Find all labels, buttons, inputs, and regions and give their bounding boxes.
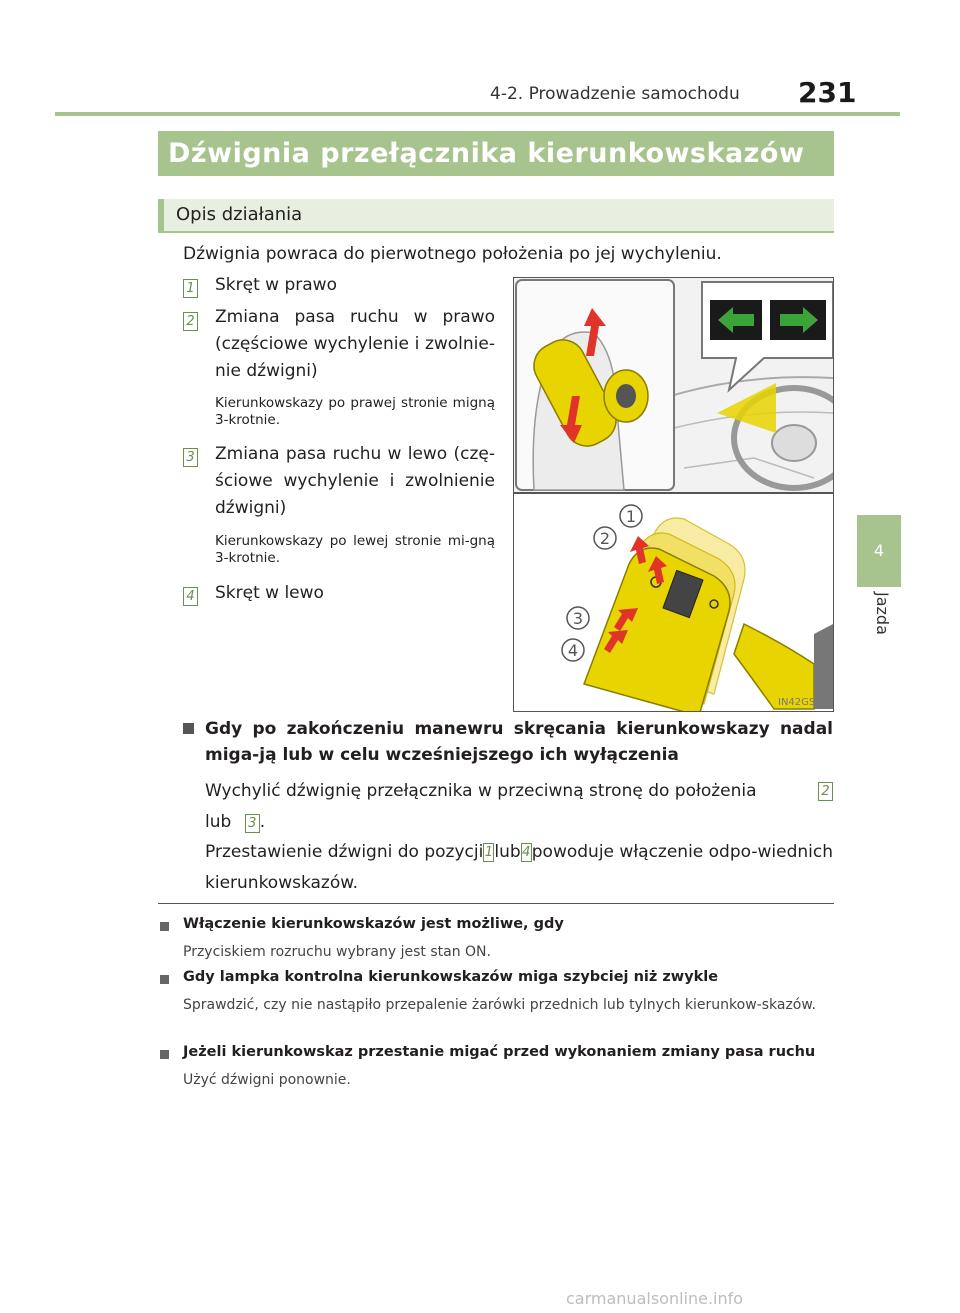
item-3-text: Zmiana pasa ruchu w lewo (czę-ściowe wychylenie i zwolnienie dźwigni) xyxy=(215,444,495,518)
watermark: carmanualsonline.info xyxy=(566,1289,744,1308)
note-1-body: Przyciskiem rozruchu wybrany jest stan ON. xyxy=(183,944,491,960)
intro-text: Dźwignia powraca do pierwotnego położenia po jej wychyleniu. xyxy=(183,244,722,264)
section-divider xyxy=(158,903,834,904)
item-2-badge: 2 xyxy=(183,310,198,331)
page-title: Dźwignia przełącznika kierunkowskazów xyxy=(168,138,805,169)
subtitle-rule xyxy=(158,231,834,233)
note-bullet-icon xyxy=(160,1050,169,1059)
svg-text:1: 1 xyxy=(625,507,637,526)
chapter-label: Jazda xyxy=(873,592,892,635)
square-bullet-icon xyxy=(183,723,194,734)
question-paragraph-2-line-2: kierunkowskazów. xyxy=(205,873,358,893)
note-bullet-icon xyxy=(160,922,169,931)
ref-badge-4: 4 xyxy=(522,845,531,860)
question-paragraph-2-line-1: powoduje włączenie odpo-wiednich xyxy=(531,842,833,862)
chapter-number: 4 xyxy=(873,541,885,560)
note-3-heading: Jeżeli kierunkowskaz przestanie migać przed wykonaniem zmiany pasa ruchu xyxy=(183,1044,816,1060)
figure-code: IN42GS208 xyxy=(778,697,833,708)
section-title: 4-2. Prowadzenie samochodu xyxy=(490,84,740,104)
ref-badge-1: 1 xyxy=(484,845,493,860)
item-4-text: Skręt w lewo xyxy=(215,583,324,603)
ref-badge-3: 3 xyxy=(245,814,260,833)
question-heading: Gdy po zakończeniu manewru skręcania kierunkowskazy nadal miga-ją lub w celu wcześniejszego ich wyłączenia xyxy=(205,719,833,765)
ref-badge-2: 2 xyxy=(818,782,833,801)
turn-signal-illustration xyxy=(514,278,833,711)
callout-1 xyxy=(620,505,642,527)
subtitle: Opis działania xyxy=(176,204,303,225)
header-rule xyxy=(55,112,900,116)
callout-4 xyxy=(562,639,584,661)
question-paragraph-2: Przestawienie dźwigni do pozycji 1 lub 4 powoduje włączenie odpo-wiednich kierunkowskazów. xyxy=(205,839,833,897)
callout-2 xyxy=(594,527,616,549)
note-1-heading: Włączenie kierunkowskazów jest możliwe, gdy xyxy=(183,916,564,932)
svg-text:3: 3 xyxy=(572,609,584,628)
item-1-text: Skręt w prawo xyxy=(215,275,337,295)
item-2-note: Kierunkowskazy po prawej stronie migną 3-krotnie. xyxy=(215,395,495,428)
note-bullet-icon xyxy=(160,975,169,984)
callout-3 xyxy=(567,607,589,629)
item-3-badge: 3 xyxy=(183,446,198,467)
item-2-text: Zmiana pasa ruchu w prawo (częściowe wychylenie i zwolnie-nie dźwigni) xyxy=(215,307,495,381)
svg-text:2: 2 xyxy=(599,529,611,548)
question-paragraph-1: Wychylić dźwignię przełącznika w przeciwną stronę do położenia 2 lub 3 . xyxy=(205,778,833,836)
svg-text:4: 4 xyxy=(567,641,579,660)
item-3-note: Kierunkowskazy po lewej stronie mi-gną 3-krotnie. xyxy=(215,533,495,566)
item-1-badge: 1 xyxy=(183,277,198,298)
page-number: 231 xyxy=(798,76,857,109)
note-2-body: Sprawdzić, czy nie nastąpiło przepalenie żarówki przednich lub tylnych kierunkow-skazów. xyxy=(183,997,816,1013)
note-3-body: Użyć dźwigni ponownie. xyxy=(183,1072,351,1088)
item-4-badge: 4 xyxy=(183,585,198,606)
turn-signal-figure xyxy=(513,277,834,712)
note-2-heading: Gdy lampka kontrolna kierunkowskazów miga szybciej niż zwykle xyxy=(183,969,719,985)
